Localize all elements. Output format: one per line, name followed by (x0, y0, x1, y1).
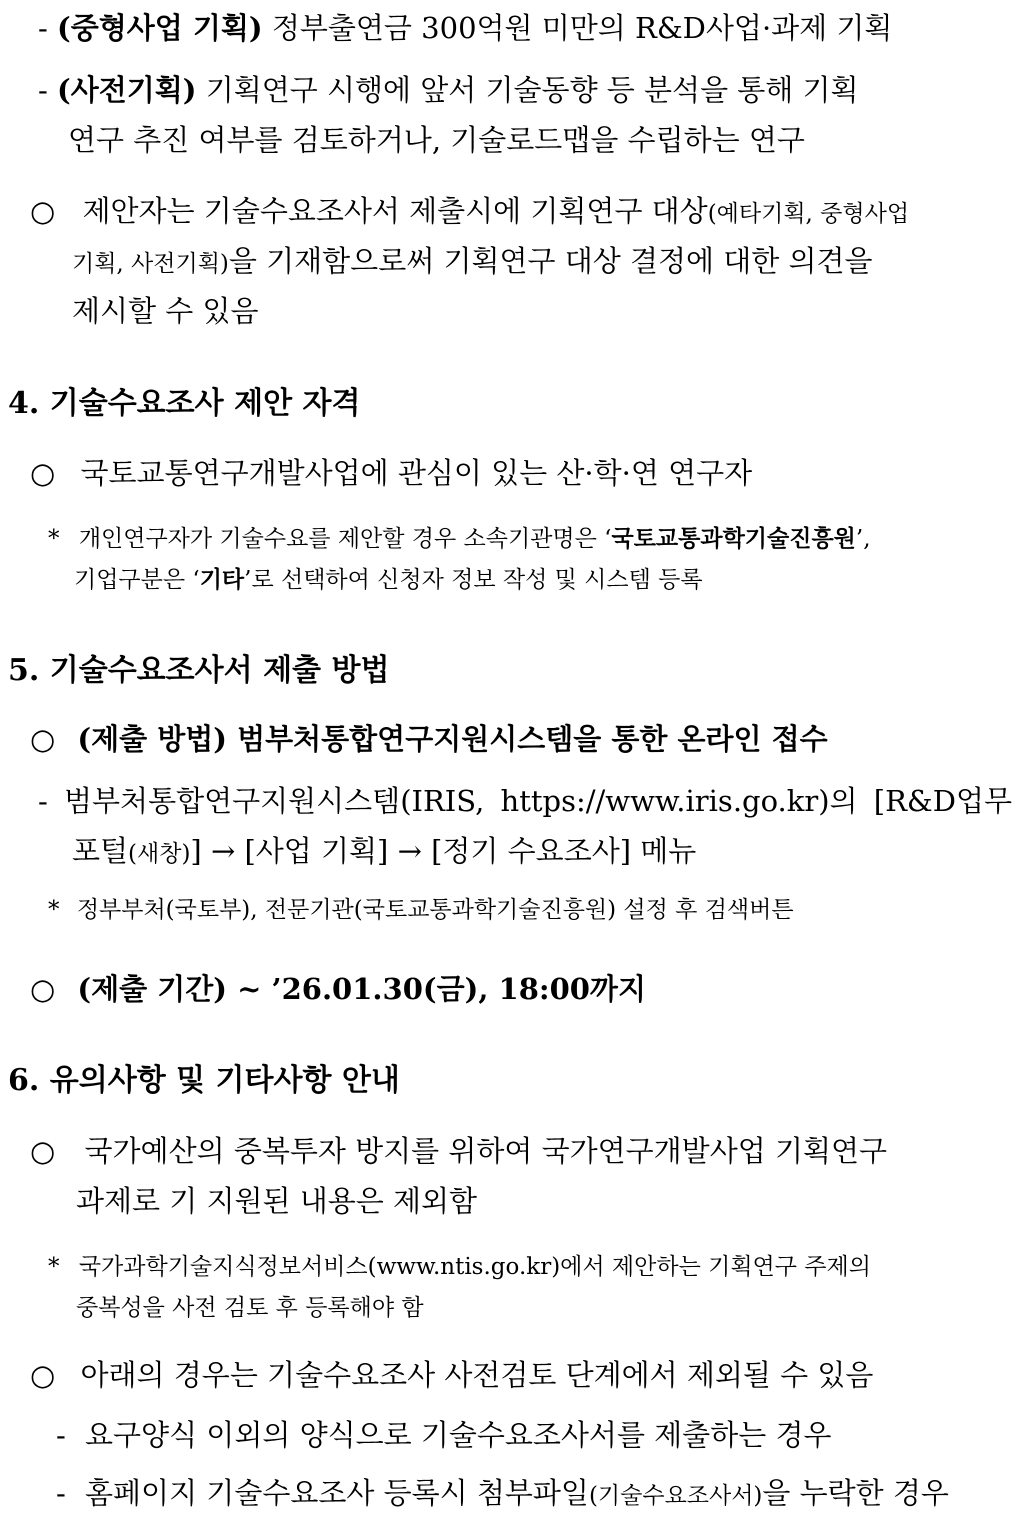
category-name: 기타 (199, 566, 245, 593)
item-title: (사전기획) (57, 73, 197, 107)
bullet-text: 아래의 경우는 기술수요조사 사전검토 단계에서 제외될 수 있음 (80, 1358, 874, 1392)
note-text: 제안자는 기술수요조사서 제출시에 기획연구 대상 (82, 194, 708, 228)
agency-name: 국토교통과학기술진흥원 (611, 525, 856, 552)
proposer-note-line3 (72, 293, 259, 329)
note-small: (예타기획, 중형사업 (707, 201, 910, 227)
footnote: * 정부부처(국토부), 전문기관(국토교통과학기술진흥원) 설정 후 검색버튼 (48, 897, 794, 923)
dash-marker: - (38, 784, 48, 818)
dash-marker: - (56, 1476, 66, 1510)
bullet-item (30, 721, 828, 757)
footnote-cont: 기업구분은 ‘기타’로 선택하여 신청자 정보 작성 및 시스템 등록 (74, 566, 703, 593)
asterisk-marker: * (48, 897, 60, 923)
dash-marker: - (56, 1418, 66, 1452)
item-text: 기획연구 시행에 앞서 기술동향 등 분석을 통해 기획 (196, 73, 859, 107)
circle-marker: ○ (30, 1358, 56, 1392)
circle-marker: ○ (30, 1134, 56, 1168)
proposer-note-line2 (72, 243, 873, 279)
footnote-cont: 중복성을 사전 검토 후 등록해야 함 (76, 1295, 424, 1321)
intro-item-2 (38, 72, 859, 108)
path-item: - 범부처통합연구지원시스템(IRIS, https://www.iris.go.kr)의 [R&D업무 (38, 784, 1012, 818)
circle-marker: ○ (30, 456, 56, 490)
item-title: (중형사업 기획) (57, 11, 263, 45)
asterisk-marker: * (48, 1254, 60, 1280)
circle-marker: ○ (30, 972, 56, 1006)
dash-marker: - (38, 11, 48, 45)
item-text: 정부출연금 300억원 미만의 R&D사업·과제 기획 (262, 11, 893, 45)
section-heading: 5. 기술수요조사서 제출 방법 (8, 653, 390, 688)
bullet-text: (제출 방법) 범부처통합연구지원시스템을 통한 온라인 접수 (77, 722, 828, 756)
item-text: 연구 추진 여부를 검토하거나, 기술로드맵을 수립하는 연구 (68, 123, 805, 157)
proposer-note (30, 193, 909, 229)
bullet-item (30, 971, 646, 1007)
circle-marker: ○ (30, 722, 56, 756)
dash-marker: - (38, 73, 48, 107)
section-heading: 6. 유의사항 및 기타사항 안내 (8, 1063, 400, 1098)
section-heading: 4. 기술수요조사 제안 자격 (8, 386, 361, 421)
case-item: - 홈페이지 기술수요조사 등록시 첨부파일(기술수요조사서)을 누락한 경우 (56, 1476, 949, 1510)
case-item: - 요구양식 이외의 양식으로 기술수요조사서를 제출하는 경우 (56, 1418, 832, 1452)
intro-item-1 (38, 10, 892, 46)
bullet-item-cont: 과제로 기 지원된 내용은 제외함 (76, 1184, 478, 1218)
footnote: * 개인연구자가 기술수요를 제안할 경우 소속기관명은 ‘국토교통과학기술진흥원’, (48, 525, 871, 552)
asterisk-marker: * (48, 526, 60, 552)
intro-item-2-cont (68, 122, 805, 158)
bullet-item (30, 455, 752, 491)
bullet-text: 국가예산의 중복투자 방지를 위하여 국가연구개발사업 기획연구 (84, 1134, 888, 1168)
footnote: * 국가과학기술지식정보서비스(www.ntis.go.kr)에서 제안하는 기획연구 주제의 (48, 1254, 871, 1280)
bullet-text: 국토교통연구개발사업에 관심이 있는 산·학·연 연구자 (80, 456, 753, 490)
note-text: 을 기재함으로써 기획연구 대상 결정에 대한 의견을 (228, 244, 873, 278)
bullet-item (30, 1357, 873, 1393)
iris-link[interactable]: https://www.iris.go.kr (500, 784, 819, 818)
circle-marker: ○ (30, 194, 56, 228)
note-small: 기획, 사전기획) (72, 251, 229, 277)
bullet-item (30, 1133, 887, 1169)
bullet-text: (제출 기간) ~ ’26.01.30(금), 18:00까지 (77, 972, 646, 1006)
path-item-cont: 포털(새창)] → [사업 기획] → [정기 수요조사] 메뉴 (72, 834, 697, 868)
note-text: 제시할 수 있음 (72, 294, 259, 328)
